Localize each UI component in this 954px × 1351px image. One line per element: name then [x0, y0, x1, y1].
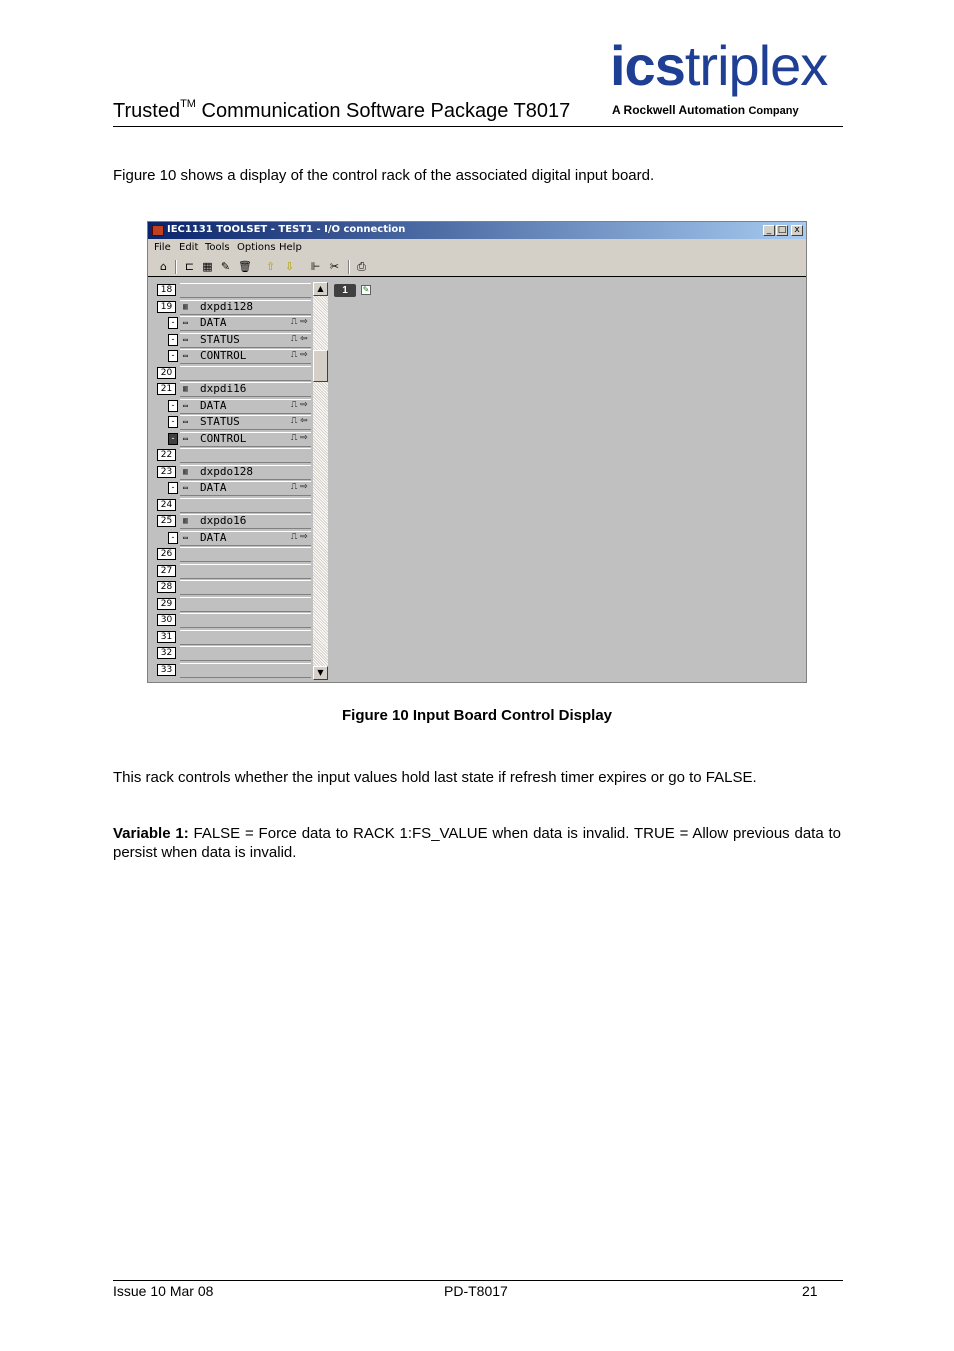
slot-number[interactable]: 18 [157, 284, 176, 296]
collapse-toggle[interactable]: - [168, 433, 178, 445]
window-titlebar[interactable] [148, 222, 806, 239]
arrow-up-icon[interactable]: ⇧ [265, 260, 276, 273]
channel-icon: ▭ [183, 318, 188, 327]
logo-bold-text: ics [610, 34, 685, 97]
slot-number[interactable]: 28 [157, 581, 176, 593]
scroll-up-icon[interactable]: ▲ [313, 282, 328, 296]
collapse-toggle[interactable]: - [168, 400, 178, 412]
collapse-toggle[interactable]: - [168, 416, 178, 428]
cut-icon[interactable]: ✂ [329, 260, 340, 273]
collapse-toggle[interactable]: - [168, 350, 178, 362]
board-icon: ▥ [183, 384, 188, 393]
rack-channel-row[interactable] [148, 530, 313, 546]
page-header-title [113, 100, 570, 123]
board-icon[interactable]: ▦ [202, 260, 213, 273]
rack-slot-row[interactable] [148, 645, 313, 661]
channel-icon: ▭ [183, 334, 188, 344]
scroll-thumb[interactable] [313, 350, 328, 382]
footer-page-number: 21 [802, 1283, 818, 1299]
slot-number[interactable]: 30 [157, 614, 176, 626]
collapse-toggle[interactable]: - [168, 317, 178, 329]
slot-number[interactable]: 21 [157, 383, 176, 395]
slot-number[interactable]: 33 [157, 664, 176, 676]
channel-name: CONTROL [200, 349, 247, 362]
toolset-window [147, 221, 807, 683]
direction-arrow-icon: ⎍ ⇨ [291, 432, 308, 443]
figure-caption: Figure 10 Input Board Control Display [341, 707, 613, 724]
direction-arrow-icon: ⎍ ⇨ [291, 350, 308, 360]
variable-text: FALSE = Force data to RACK 1:FS_VALUE when data is invalid. TRUE = Allow previous data to persist when data is invalid. [113, 825, 841, 861]
slot-number[interactable]: 31 [157, 631, 176, 643]
footer-rule [113, 1280, 843, 1281]
rack-slot-row[interactable] [148, 447, 313, 463]
board-name: dxpdi16 [200, 382, 247, 395]
rack-slot-row[interactable] [148, 596, 313, 612]
board-icon: ▥ [183, 516, 188, 525]
board-name: dxpdi128 [200, 299, 253, 313]
board-icon: ▥ [183, 301, 188, 311]
slot-cell[interactable] [180, 547, 311, 562]
collapse-toggle[interactable]: - [168, 334, 178, 346]
channel-icon: ▭ [183, 532, 188, 542]
menu-tools[interactable]: Tools [205, 242, 230, 253]
channel-icon: ▭ [183, 351, 188, 360]
toolbar-separator [348, 260, 350, 274]
channel-icon: ▭ [183, 400, 188, 410]
logo-tagline-main: A Rockwell Automation [612, 103, 746, 117]
title-suffix: Communication Software Package T8017 [195, 100, 571, 122]
connect-icon[interactable]: ⊏ [184, 260, 195, 273]
minimize-button[interactable]: _ [763, 225, 775, 236]
channel-name: STATUS [200, 332, 240, 346]
board-name: dxpdo128 [200, 464, 253, 478]
rack-channel-row[interactable] [148, 348, 313, 364]
rack-channel-row[interactable] [148, 431, 313, 447]
rack-slot-row[interactable] [148, 612, 313, 628]
window-title: IEC1131 TOOLSET - TEST1 - I/O connection [167, 224, 406, 235]
direction-arrow-icon: ⎍ ⇦ [291, 333, 308, 344]
slot-number[interactable]: 24 [157, 499, 176, 511]
rack-slot-row[interactable] [148, 662, 313, 678]
menu-bar [148, 239, 806, 257]
slot-cell[interactable] [180, 646, 311, 661]
toolbar-separator [175, 260, 177, 274]
edit-board-icon[interactable]: ✎ [220, 260, 231, 273]
footer-doc-id: PD-T8017 [444, 1283, 508, 1299]
slot-cell[interactable] [180, 448, 311, 463]
menu-file[interactable]: File [154, 242, 171, 253]
channel-name: STATUS [200, 415, 240, 428]
title-prefix: Trusted [113, 100, 181, 122]
arrow-down-icon[interactable]: ⇩ [284, 260, 295, 273]
slot-number[interactable]: 26 [157, 548, 176, 560]
pencil-icon[interactable]: ✎ [362, 285, 370, 294]
slot-cell[interactable] [180, 597, 311, 612]
ics-triplex-logo [610, 36, 827, 96]
direction-arrow-icon: ⎍ ⇨ [291, 317, 308, 327]
vertical-scrollbar[interactable] [313, 282, 328, 680]
channel-name: DATA [200, 530, 227, 544]
slot-number[interactable]: 19 [157, 301, 176, 313]
slot-cell[interactable] [180, 366, 311, 381]
direction-arrow-icon: ⎍ ⇨ [291, 531, 308, 542]
scroll-down-icon[interactable]: ▼ [313, 666, 328, 680]
maximize-button[interactable]: □ [777, 225, 787, 235]
close-button[interactable]: x [791, 225, 803, 236]
rack-slot-row[interactable] [148, 579, 313, 595]
logo-tagline-company: Company [748, 105, 799, 117]
channel-name: DATA [200, 398, 227, 412]
logo-light-text: triplex [684, 34, 828, 97]
header-rule [113, 126, 843, 127]
print-icon[interactable]: ⎙ [357, 260, 366, 273]
rack-slot-list [148, 278, 313, 682]
properties-icon[interactable]: ⊩ [310, 260, 321, 273]
channel-icon: ▭ [183, 483, 188, 492]
menu-edit[interactable]: Edit [179, 242, 199, 253]
menu-options[interactable]: Options [237, 242, 276, 253]
intro-paragraph: Figure 10 shows a display of the control rack of the associated digital input board. [113, 167, 655, 184]
rack-slot-row[interactable] [148, 381, 313, 397]
slot-number[interactable]: 25 [157, 515, 176, 527]
channel-name: DATA [200, 481, 227, 494]
toolbar [148, 257, 806, 277]
rack-slot-row[interactable] [148, 464, 313, 480]
footer-issue: Issue 10 Mar 08 [113, 1283, 214, 1299]
direction-arrow-icon: ⎍ ⇦ [291, 416, 308, 426]
delete-icon[interactable]: 🗑 [238, 260, 252, 273]
variable-label: Variable 1: [113, 825, 189, 842]
board-icon: ▥ [183, 466, 188, 476]
variable-1-paragraph [113, 824, 841, 862]
channel-icon: ▭ [183, 433, 188, 443]
slot-cell[interactable] [180, 564, 311, 579]
rack-channel-row[interactable] [148, 414, 313, 430]
collapse-toggle[interactable]: - [168, 482, 178, 494]
slot-cell[interactable] [180, 663, 311, 678]
menu-help[interactable]: Help [279, 242, 302, 253]
slot-number[interactable]: 20 [157, 367, 176, 379]
rack-channel-row[interactable] [148, 332, 313, 348]
rack-channel-row[interactable] [148, 315, 313, 331]
slot-number[interactable]: 29 [157, 598, 176, 610]
channel-icon: ▭ [183, 417, 188, 426]
slot-number[interactable]: 32 [157, 647, 176, 659]
direction-arrow-icon: ⎍ ⇨ [291, 482, 308, 492]
rack-slot-row[interactable] [148, 299, 313, 315]
rack-slot-row[interactable] [148, 282, 313, 298]
slot-number[interactable]: 22 [157, 449, 176, 461]
slot-number[interactable]: 23 [157, 466, 176, 478]
logo-tagline [612, 103, 799, 117]
rack-slot-row[interactable] [148, 365, 313, 381]
channel-name: CONTROL [200, 431, 247, 445]
rack-slot-row[interactable] [148, 563, 313, 579]
rack-channel-row[interactable] [148, 480, 313, 496]
app-icon [152, 225, 164, 236]
slot-number[interactable]: 27 [157, 565, 176, 577]
slot-cell[interactable] [180, 613, 311, 628]
rack-number-badge[interactable]: 1 [334, 284, 356, 297]
direction-arrow-icon: ⎍ ⇨ [291, 399, 308, 410]
slot-cell[interactable] [180, 283, 311, 298]
rack-slot-row[interactable] [148, 513, 313, 529]
rack-slot-row[interactable] [148, 497, 313, 513]
save-icon[interactable]: ⌂ [160, 260, 167, 273]
slot-cell[interactable] [180, 498, 311, 513]
trademark-sup: TM [180, 98, 196, 110]
collapse-toggle[interactable]: - [168, 532, 178, 544]
slot-cell[interactable] [180, 580, 311, 595]
rack-slot-row[interactable] [148, 629, 313, 645]
io-connection-content [148, 278, 806, 682]
board-name: dxpdo16 [200, 514, 247, 527]
channel-name: DATA [200, 316, 227, 329]
rack-slot-row[interactable] [148, 546, 313, 562]
rack-channel-row[interactable] [148, 398, 313, 414]
slot-cell[interactable] [180, 630, 311, 645]
rack-description-paragraph: This rack controls whether the input values hold last state if refresh timer expires or go to FALSE. [113, 769, 757, 786]
